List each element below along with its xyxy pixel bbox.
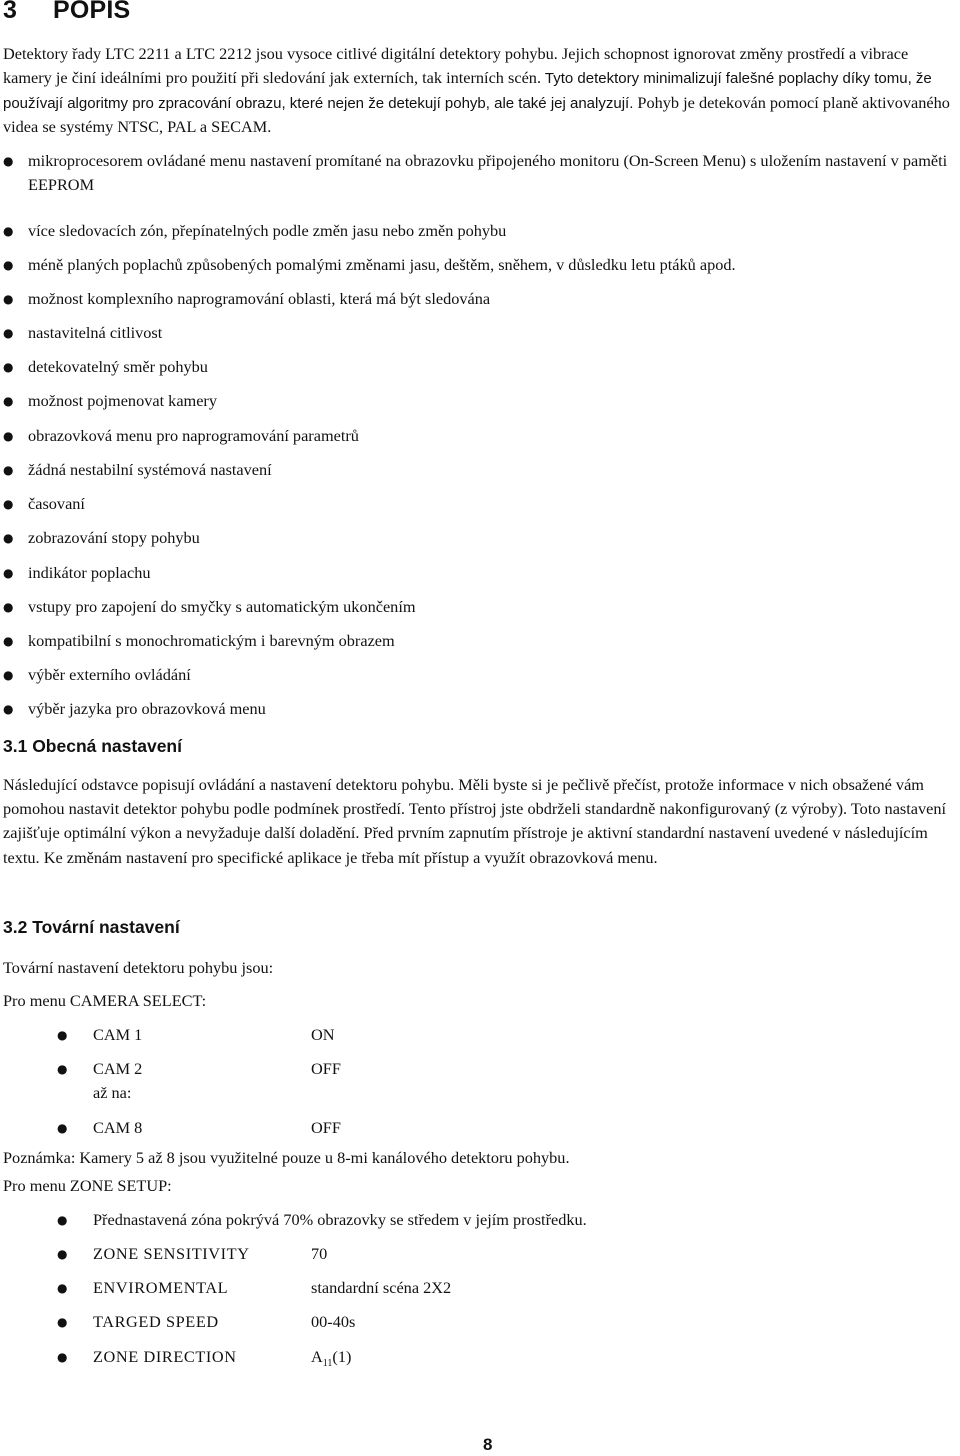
bullet-icon: ●	[3, 429, 14, 443]
zone-setup-label: Pro menu ZONE SETUP:	[3, 1176, 172, 1195]
zone-direction-value: $A_{11}(1)$	[311, 1347, 352, 1369]
bullet-icon: ●	[3, 326, 14, 340]
camera-row: ● CAM 8 OFF	[0, 1116, 960, 1144]
bullet-icon: ●	[57, 1028, 68, 1042]
bullet-icon: ●	[3, 566, 14, 580]
feature-item: ● kompatibilní s monochromatickým i barevným obrazem	[3, 629, 958, 653]
subsection-heading-general: 3.1 Obecná nastavení	[3, 736, 182, 756]
bullet-icon: ●	[3, 668, 14, 682]
bullet-icon: ●	[3, 154, 14, 168]
zone-row: ● ZONE SENSITIVITY 70	[0, 1242, 960, 1270]
bullet-icon: ●	[57, 1121, 68, 1135]
bullet-icon: ●	[57, 1213, 68, 1227]
page-number: 8	[483, 1435, 493, 1454]
feature-item: ● žádná nestabilní systémová nastavení	[3, 458, 958, 482]
bullet-icon: ●	[3, 634, 14, 648]
bullet-icon: ●	[3, 292, 14, 306]
feature-item: ● výběr jazyka pro obrazovková menu	[3, 697, 958, 721]
feature-item: ● detekovatelný směr pohybu	[3, 355, 958, 379]
intro-part-1: Detektory řady LTC 2211 a LTC 2212 jsou vysoce citlivé digitální detektory pohybu. Jejich schopnost ignorovat změny prostředí a vibrace kamery je činí ideálními pro použití při sledování jak externích, tak interních scén.	[3, 44, 909, 87]
bullet-icon: ●	[3, 360, 14, 374]
camera-row: ● CAM 2 až na: OFF	[57, 1059, 341, 1102]
bullet-icon: ●	[3, 394, 14, 408]
feature-item: ● obrazovková menu pro naprogramování parametrů	[3, 424, 958, 448]
section-heading	[3, 0, 130, 25]
camera-row: ● CAM 1 ON	[0, 1023, 960, 1051]
zone-row: ● TARGED SPEED 00-40s	[0, 1310, 960, 1338]
zone-direction-row: ● ZONE DIRECTION $A_{11}(1)$	[0, 1345, 960, 1373]
feature-item: ● méně planých poplachů způsobených pomalými změnami jasu, deštěm, sněhem, v důsledku letu ptáků apod.	[3, 253, 958, 277]
feature-item: ● vstupy pro zapojení do smyčky s automatickým ukončením	[3, 595, 958, 619]
feature-item: ● indikátor poplachu	[3, 561, 958, 585]
feature-item: ● časovaní	[3, 492, 958, 516]
feature-item: ● možnost pojmenovat kamery	[3, 389, 958, 413]
bullet-icon: ●	[3, 702, 14, 716]
bullet-icon: ●	[3, 258, 14, 272]
intro-part-2: Tyto detektory minimalizují falešné poplachy díky tomu, že používají algoritmy pro zpracování obrazu, které nejen že detekují pohyb, ale také jej analyzují.	[3, 69, 932, 112]
camera-note: Poznámka: Kamery 5 až 8 jsou využitelné pouze u 8-mi kanálového detektoru pohybu.	[3, 1148, 570, 1167]
feature-item: ● více sledovacích zón, přepínatelných podle změn jasu nebo změn pohybu	[3, 219, 958, 243]
feature-item: ● výběr externího ovládání	[3, 663, 958, 687]
feature-item: ● nastavitelná citlivost	[3, 321, 958, 345]
bullet-icon: ●	[3, 600, 14, 614]
bullet-icon: ●	[57, 1350, 68, 1364]
feature-item: ● zobrazování stopy pohybu	[3, 526, 958, 550]
factory-settings-intro: Tovární nastavení detektoru pohybu jsou:	[3, 958, 274, 977]
bullet-icon: ●	[3, 463, 14, 477]
intro-part-3: Pohyb je detekován pomocí planě aktivovaného videa se systémy NTSC, PAL a SECAM.	[3, 92, 950, 137]
bullet-icon: ●	[3, 497, 14, 511]
general-settings-paragraph: Následující odstavce popisují ovládání a nastavení detektoru pohybu. Měli byste si je pečlivě přečíst, protože informace v nich obsažené vám pomohou nastavit detektor pohybu podle podmínek prostředí. Tento přístroj jste obdrželi standardně nakonfigurovaný (z výroby). Toto nastavení zajišťuje optimální výkon a nevyžaduje další doladění. Před prvním zapnutím přístroje je aktivní standardní nastavení uvedené v následujícím textu. Ke změnám nastavení pro specifické aplikace je třeba mít přístup a využít obrazovková menu.	[3, 775, 947, 867]
zone-row: ● ENVIROMENTAL standardní scéna 2X2	[0, 1276, 960, 1304]
bullet-icon: ●	[3, 224, 14, 238]
feature-item: ● mikroprocesorem ovládané menu nastavení promítané na obrazovku připojeného monitoru (On-Screen Menu) s uložením nastavení v paměti EEPROM	[3, 151, 948, 194]
section-number: 3	[3, 0, 18, 24]
bullet-icon: ●	[3, 531, 14, 545]
bullet-icon: ●	[57, 1281, 68, 1295]
bullet-icon: ●	[57, 1315, 68, 1329]
section-title: POPIS	[53, 0, 131, 24]
bullet-icon: ●	[57, 1247, 68, 1261]
bullet-icon: ●	[57, 1062, 68, 1076]
feature-item: ● možnost komplexního naprogramování oblasti, která má být sledována	[3, 287, 958, 311]
subsection-heading-factory: 3.2 Tovární nastavení	[3, 917, 180, 937]
camera-select-label: Pro menu CAMERA SELECT:	[3, 991, 207, 1010]
zone-preset-row: ● Přednastavená zóna pokrývá 70% obrazovky se středem v jejím prostředku.	[0, 1208, 960, 1236]
intro-paragraph	[3, 42, 958, 139]
